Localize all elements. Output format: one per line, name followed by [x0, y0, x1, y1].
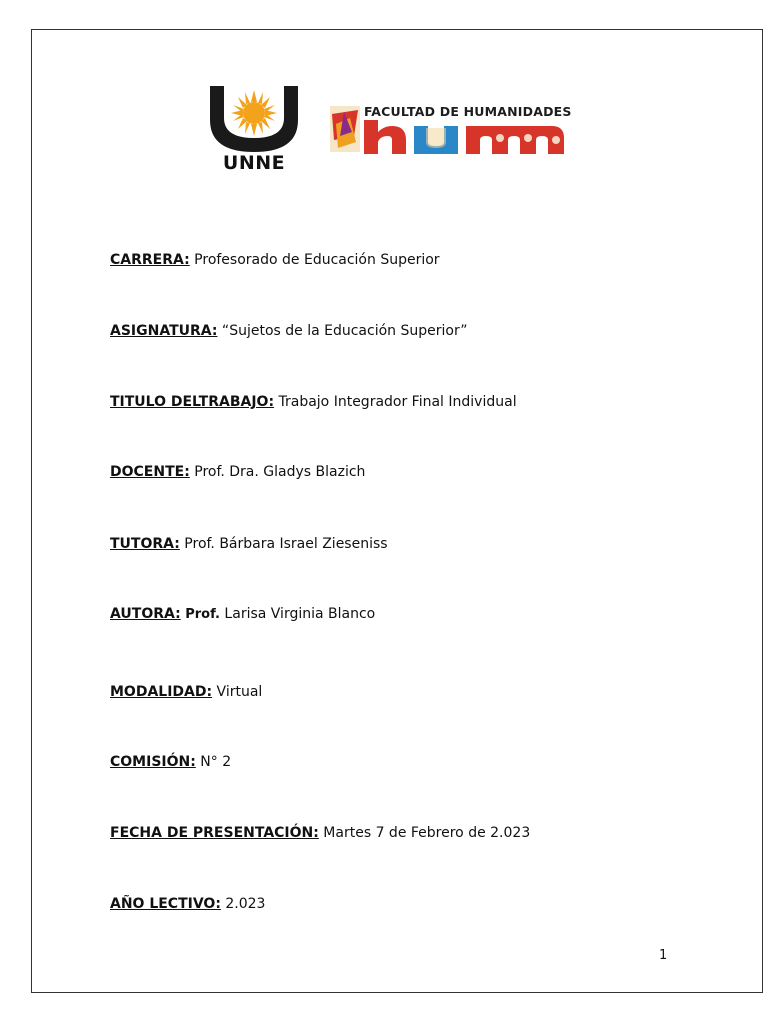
field-anio-lectivo	[110, 895, 265, 913]
field-value: Trabajo Integrador Final Individual	[274, 394, 517, 410]
field-autora	[110, 605, 375, 624]
field-label: CARRERA:	[110, 252, 190, 268]
field-value: N° 2	[195, 754, 232, 770]
field-value: Virtual	[212, 684, 263, 700]
field-value: “Sujetos de la Educación Superior”	[217, 323, 468, 339]
field-titulo	[110, 393, 517, 411]
field-value-prefix: Prof.	[180, 607, 220, 622]
field-label: TUTORA:	[110, 536, 180, 552]
header-logos	[204, 86, 604, 178]
field-value: Prof. Dra. Gladys Blazich	[189, 464, 366, 480]
field-value: Martes 7 de Febrero de 2.023	[318, 825, 531, 841]
hum-logo-title: FACULTAD DE HUMANIDADES	[364, 104, 572, 119]
field-docente	[110, 463, 365, 481]
field-label: FECHA DE PRESENTACIÓN:	[110, 825, 319, 841]
hum-logo	[330, 106, 598, 154]
field-modalidad	[110, 683, 262, 701]
field-label: TITULO DELTRABAJO:	[110, 394, 275, 410]
unne-logo-text: UNNE	[222, 152, 286, 174]
field-label: AUTORA:	[110, 606, 181, 622]
field-label: MODALIDAD:	[110, 684, 213, 700]
field-fecha-presentacion	[110, 824, 530, 842]
field-label: DOCENTE:	[110, 464, 190, 480]
field-label: ASIGNATURA:	[110, 323, 218, 339]
field-value: 2.023	[220, 896, 266, 912]
field-asignatura	[110, 322, 468, 340]
unne-logo	[204, 86, 304, 178]
unne-emblem-icon	[204, 86, 304, 156]
page-number: 1	[659, 948, 668, 963]
field-carrera	[110, 251, 440, 269]
field-value: Profesorado de Educación Superior	[189, 252, 440, 268]
field-tutora	[110, 535, 388, 553]
field-value: Prof. Bárbara Israel Zieseniss	[179, 536, 388, 552]
field-label: COMISIÓN:	[110, 754, 196, 770]
field-label: AÑO LECTIVO:	[110, 896, 221, 912]
field-value: Larisa Virginia Blanco	[219, 606, 376, 622]
field-comision	[110, 753, 231, 771]
